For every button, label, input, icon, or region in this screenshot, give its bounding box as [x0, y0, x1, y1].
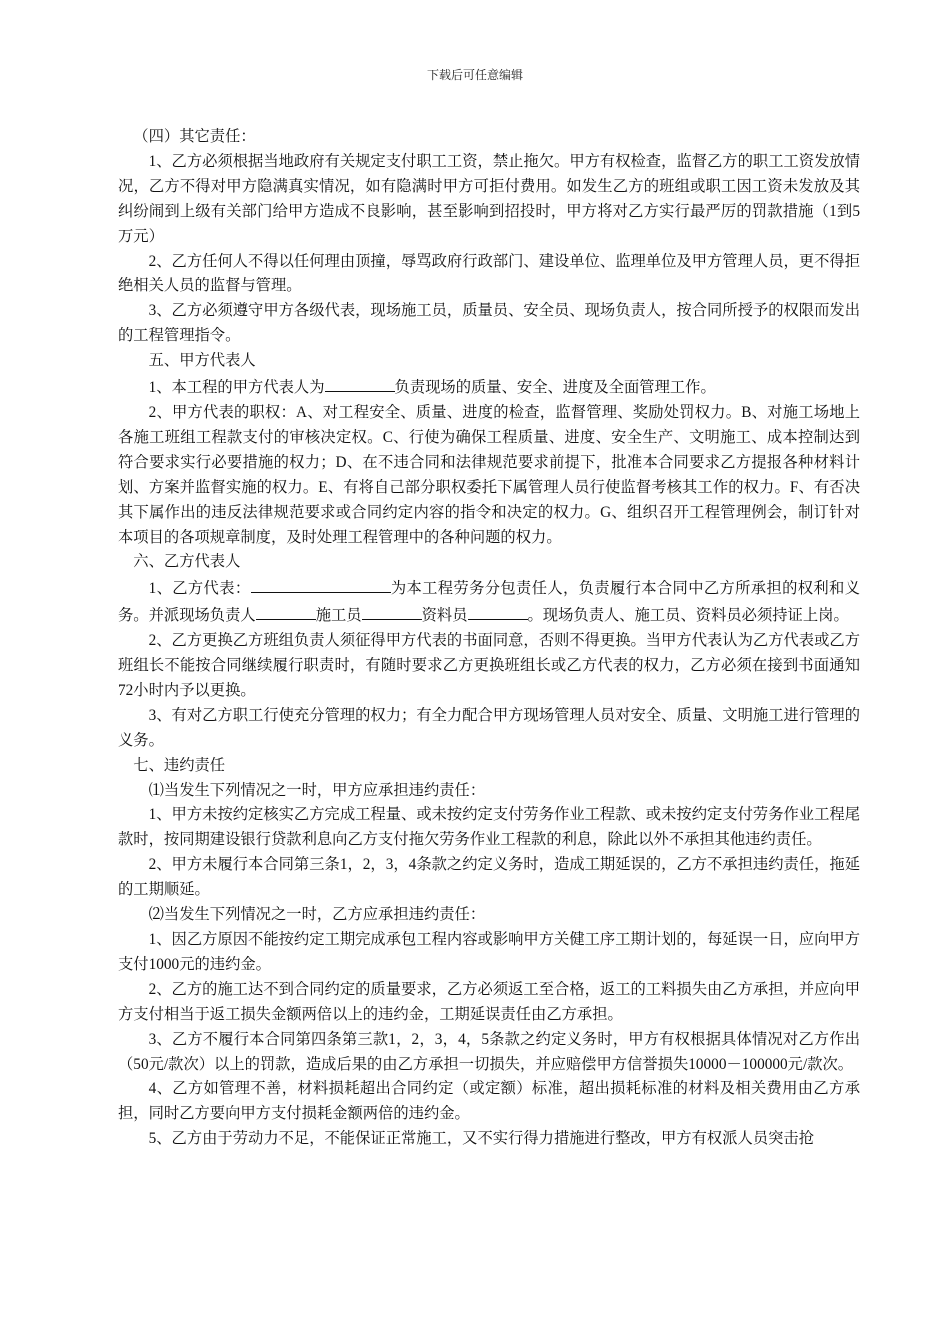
section-5-title: 五、甲方代表人	[148, 352, 256, 370]
section-7-clause-1-item-2: 2、甲方未履行本合同第三条1，2，3，4条款之约定义务时，造成工期延误的，乙方不承担违约责任，拖延的工期顺延。	[118, 856, 860, 899]
section-7-title: 七、违约责任	[133, 756, 226, 774]
section-7-clause-2-item-2: 2、乙方的施工达不到合同约定的质量要求，乙方必须返工至合格，返工的工料损失由乙方承担，并应向甲方支付相当于返工损失金额两倍以上的违约金，工期延误责任由乙方承担。	[118, 980, 860, 1023]
text-fragment: 负责现场的质量、安全、进度及全面管理工作。	[394, 379, 716, 397]
document-body	[118, 125, 860, 1152]
section-5-paragraph-1	[118, 374, 860, 401]
section-4-title: （四）其它责任：	[133, 128, 256, 145]
text-fragment: 资料员	[421, 607, 468, 625]
section-6-title: 六、乙方代表人	[133, 553, 241, 571]
blank-line	[251, 575, 391, 593]
section-6-paragraph-3: 3、有对乙方职工行使充分管理的权力；有全力配合甲方现场管理人员对安全、质量、文明施工进行管理的义务。	[118, 706, 860, 749]
section-7-clause-1-item-1: 1、甲方未按约定核实乙方完成工程量、或未按约定支付劳务作业工程款、或未按约定支付劳务作业工程尾款时，按同期建设银行贷款利息向乙方支付拖欠劳务作业工程款的利息，除此以外不承担其他违约责任。	[118, 806, 860, 849]
text-fragment: 。现场负责人、施工员、资料员必须持证上岗。	[527, 607, 849, 625]
section-4-paragraph-3: 3、乙方必须遵守甲方各级代表，现场施工员，质量员、安全员、现场负责人，按合同所授予的权限而发出的工程管理指令。	[118, 302, 860, 345]
blank-line	[468, 602, 528, 620]
blank-line	[325, 374, 395, 392]
section-6-paragraph-2: 2、乙方更换乙方班组负责人须征得甲方代表的书面同意，否则不得更换。当甲方代表认为乙方代表或乙方班组长不能按合同继续履行职责时，有随时要求乙方更换班组长或乙方代表的权力，乙方必须在接到书面通知72小时内予以更换。	[118, 632, 860, 699]
section-4-paragraph-2: 2、乙方任何人不得以任何理由顶撞，辱骂政府行政部门、建设单位、监理单位及甲方管理人员，更不得拒绝相关人员的监督与管理。	[118, 252, 860, 295]
section-6-paragraph-1	[118, 575, 860, 629]
text-fragment: 为本工程劳务分包责任人，负责履行本合同中乙方所承担的权利和义务。并派现场负责人	[118, 580, 860, 625]
section-7-clause-2-item-5: 5、乙方由于劳动力不足，不能保证正常施工，又不实行得力措施进行整改，甲方有权派人员突击抢	[148, 1130, 815, 1148]
text-fragment: 1、本工程的甲方代表人为	[148, 379, 325, 397]
section-4-paragraph-1: 1、乙方必须根据当地政府有关规定支付职工工资，禁止拖欠。甲方有权检查，监督乙方的职工工资发放情况，乙方不得对甲方隐满真实情况，如有隐满时甲方可拒付费用。如发生乙方的班组或职工因工资未发放及其纠纷闹到上级有关部门给甲方造成不良影响，甚至影响到招投时，甲方将对乙方实行最严厉的罚款措施（1到5万元）	[118, 152, 860, 245]
section-7-clause-2-item-3: 3、乙方不履行本合同第四条第三款1，2，3，4，5条款之约定义务时，甲方有权根据具体情况对乙方作出（50元/款次）以上的罚款，造成后果的由乙方承担一切损失，并应赔偿甲方信誉损失10000－100000元/款次。	[118, 1030, 860, 1073]
text-fragment: 施工员	[315, 607, 362, 625]
section-7-clause-2-heading: ⑵当发生下列情况之一时，乙方应承担违约责任：	[148, 906, 486, 924]
blank-line	[256, 602, 316, 620]
section-7-clause-2-item-4: 4、乙方如管理不善，材料损耗超出合同约定（或定额）标准，超出损耗标准的材料及相关费用由乙方承担，同时乙方要向甲方支付损耗金额两倍的违约金。	[118, 1080, 860, 1123]
section-7-clause-1-heading: ⑴当发生下列情况之一时，甲方应承担违约责任：	[148, 781, 486, 799]
page-header: 下载后可任意编辑	[426, 68, 523, 82]
section-5-paragraph-2: 2、甲方代表的职权：A、对工程安全、质量、进度的检查，监督管理、奖励处罚权力。B、对施工场地上各施工班组工程款支付的审核决定权。C、行使为确保工程质量、进度、安全生产、文明施工、成本控制达到符合要求实行必要措施的权力；D、在不违合同和法律规范要求前提下，批准本合同要求乙方提报各种材料计划、方案并监督实施的权力。E、有将自己部分职权委托下属管理人员行使监督考核其工作的权力。F、有否决其下属作出的违反法律规范要求或合同约定内容的指令和决定的权力。G、组织召开工程管理例会，制订针对本项目的各项规章制度，及时处理工程管理中的各种问题的权力。	[118, 403, 860, 546]
text-fragment: 1、乙方代表：	[148, 580, 251, 598]
blank-line	[362, 602, 422, 620]
section-7-clause-2-item-1: 1、因乙方原因不能按约定工期完成承包工程内容或影响甲方关健工序工期计划的，每延误一日，应向甲方支付1000元的违约金。	[118, 931, 860, 973]
